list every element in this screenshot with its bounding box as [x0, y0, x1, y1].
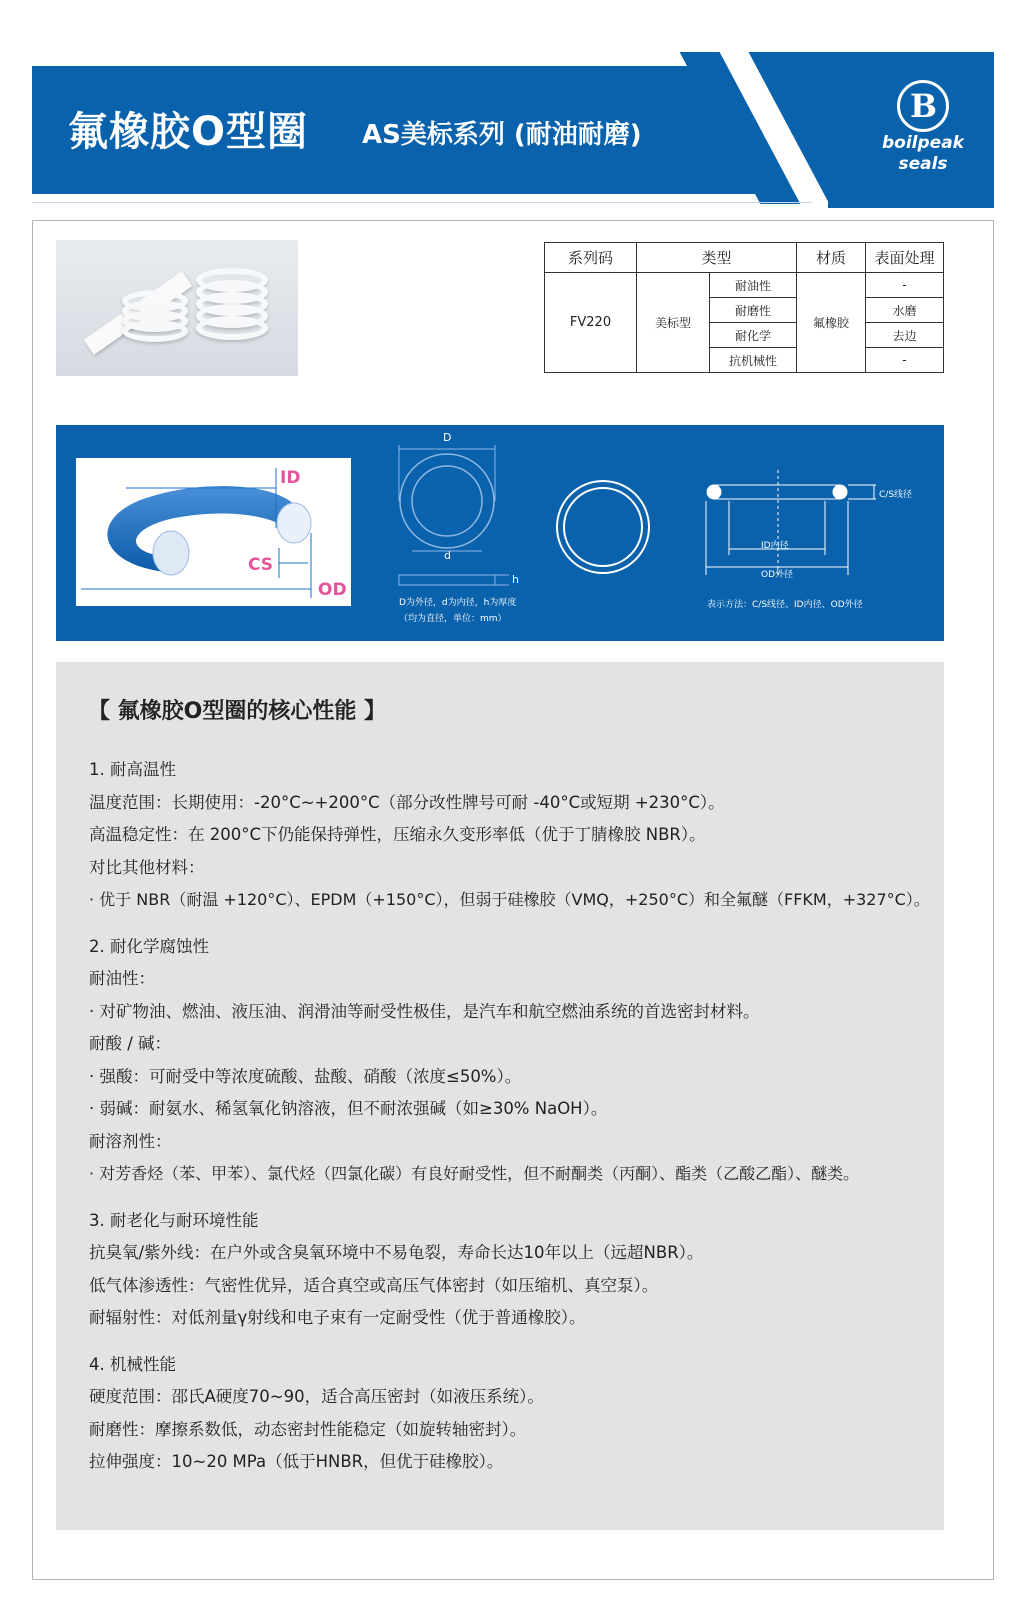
performance-section	[56, 662, 944, 1530]
cs-label: CS	[248, 555, 274, 575]
text-line: · 对芳香烃（苯、甲苯）、氯代烃（四氯化碳）有良好耐受性，但不耐酮类（丙酮）、酯类（乙酸乙酯）、醚类。	[89, 1164, 860, 1183]
d-label: d	[444, 549, 451, 562]
h-label: h	[512, 573, 519, 586]
table-row	[545, 273, 944, 298]
surface-cell: 去边	[865, 323, 943, 348]
text-line: 对比其他材料：	[89, 857, 205, 877]
header-type: 类型	[637, 243, 797, 273]
surface-cell: -	[865, 348, 943, 373]
oring-front-view	[551, 475, 655, 579]
id-dimension-label: ID内径	[761, 541, 789, 551]
text-line: 耐酸 / 碱：	[89, 1034, 172, 1053]
performance-list	[89, 754, 929, 1479]
property-cell: 耐化学	[710, 323, 797, 348]
text-line: 低气体渗透性：气密性优异，适合真空或高压气体密封（如压缩机、真空泵）。	[89, 1275, 659, 1295]
text-line: 硬度范围：邵氏A硬度70~90，适合高压密封（如液压系统）。	[89, 1387, 544, 1406]
logo-name: boilpeak	[882, 133, 964, 153]
property-cell: 耐磨性	[710, 298, 797, 323]
text-line: 拉伸强度：10~20 MPa（低于HNBR，但优于硅橡胶）。	[89, 1452, 504, 1471]
material-cell: 氟橡胶	[796, 273, 865, 373]
header-material: 材质	[796, 243, 865, 273]
page-title: 氟橡胶O型圈	[68, 109, 309, 155]
text-line: 温度范围：长期使用：-20°C~+200°C（部分改性牌号可耐 -40°C或短期 +230°C）。	[89, 792, 725, 812]
text-line: · 优于 NBR（耐温 +120°C）、EPDM（+150°C），但弱于硅橡胶（VMQ，+250°C）和全氟醚（FFKM，+327°C）。	[89, 890, 930, 909]
property-cell: 耐油性	[710, 273, 797, 298]
text-line: 耐辐射性：对低剂量γ射线和电子束有一定耐受性（优于普通橡胶）。	[89, 1308, 586, 1327]
section-heading: 1. 耐高温性	[89, 760, 176, 779]
text-line: 高温稳定性：在 200°C下仍能保持弹性，压缩永久变形率低（优于丁腈橡胶 NBR）。	[89, 825, 706, 844]
text-line: 耐油性：	[89, 969, 155, 988]
logo-name-2: seals	[898, 154, 948, 174]
od-dimension-label: OD外径	[761, 570, 794, 580]
page-subtitle: AS美标系列 (耐油耐磨)	[362, 120, 642, 150]
notation-method: 表示方法：C/S线径、ID内径、OD外径	[707, 600, 863, 610]
logo-icon: B	[897, 80, 949, 132]
D-label: D	[443, 431, 452, 444]
section-heading: 4. 机械性能	[89, 1354, 176, 1374]
cs-dimension-label: C/S线径	[879, 490, 913, 500]
header-surface: 表面处理	[865, 243, 943, 273]
section-heading: 2. 耐化学腐蚀性	[89, 936, 209, 956]
text-line: · 对矿物油、燃油、液压油、润滑油等耐受性极佳，是汽车和航空燃油系统的首选密封材料。	[89, 1001, 760, 1021]
oring-3d-illustration	[76, 458, 351, 606]
series-code: FV220	[545, 273, 637, 373]
dimension-note-1: D为外径，d为内径，h为厚度	[399, 598, 517, 608]
text-line: 耐磨性：摩擦系数低，动态密封性能稳定（如旋转轴密封）。	[89, 1419, 527, 1439]
flat-ring-drawing	[391, 433, 531, 598]
text-line: 耐溶剂性：	[89, 1131, 172, 1151]
dimension-note-2: （均为直径，单位：mm）	[399, 614, 507, 624]
text-line: · 弱碱：耐氨水、稀氢氧化钠溶液，但不耐浓强碱（如≥30% NaOH）。	[89, 1099, 608, 1118]
property-cell: 抗机械性	[710, 348, 797, 373]
header-series: 系列码	[545, 243, 637, 273]
od-label: OD	[318, 580, 347, 600]
brand-logo	[868, 80, 978, 174]
header-divider	[32, 202, 812, 203]
surface-cell: -	[865, 273, 943, 298]
product-photo	[56, 240, 298, 376]
text-line: · 强酸：可耐受中等浓度硫酸、盐酸、硝酸（浓度≤50%）。	[89, 1066, 522, 1086]
dimension-diagram	[56, 425, 944, 641]
cross-section-drawing	[696, 465, 886, 580]
section-title: 【 氟橡胶O型圈的核心性能 】	[88, 699, 387, 724]
table-header-row	[545, 243, 944, 273]
spec-table	[544, 242, 944, 373]
section-heading: 3. 耐老化与耐环境性能	[89, 1210, 259, 1230]
id-label: ID	[280, 468, 301, 488]
surface-cell: 水磨	[865, 298, 943, 323]
type-cell: 美标型	[637, 273, 710, 373]
text-line: 抗臭氧/紫外线：在户外或含臭氧环境中不易龟裂，寿命长达10年以上（远超NBR）。	[89, 1243, 704, 1262]
